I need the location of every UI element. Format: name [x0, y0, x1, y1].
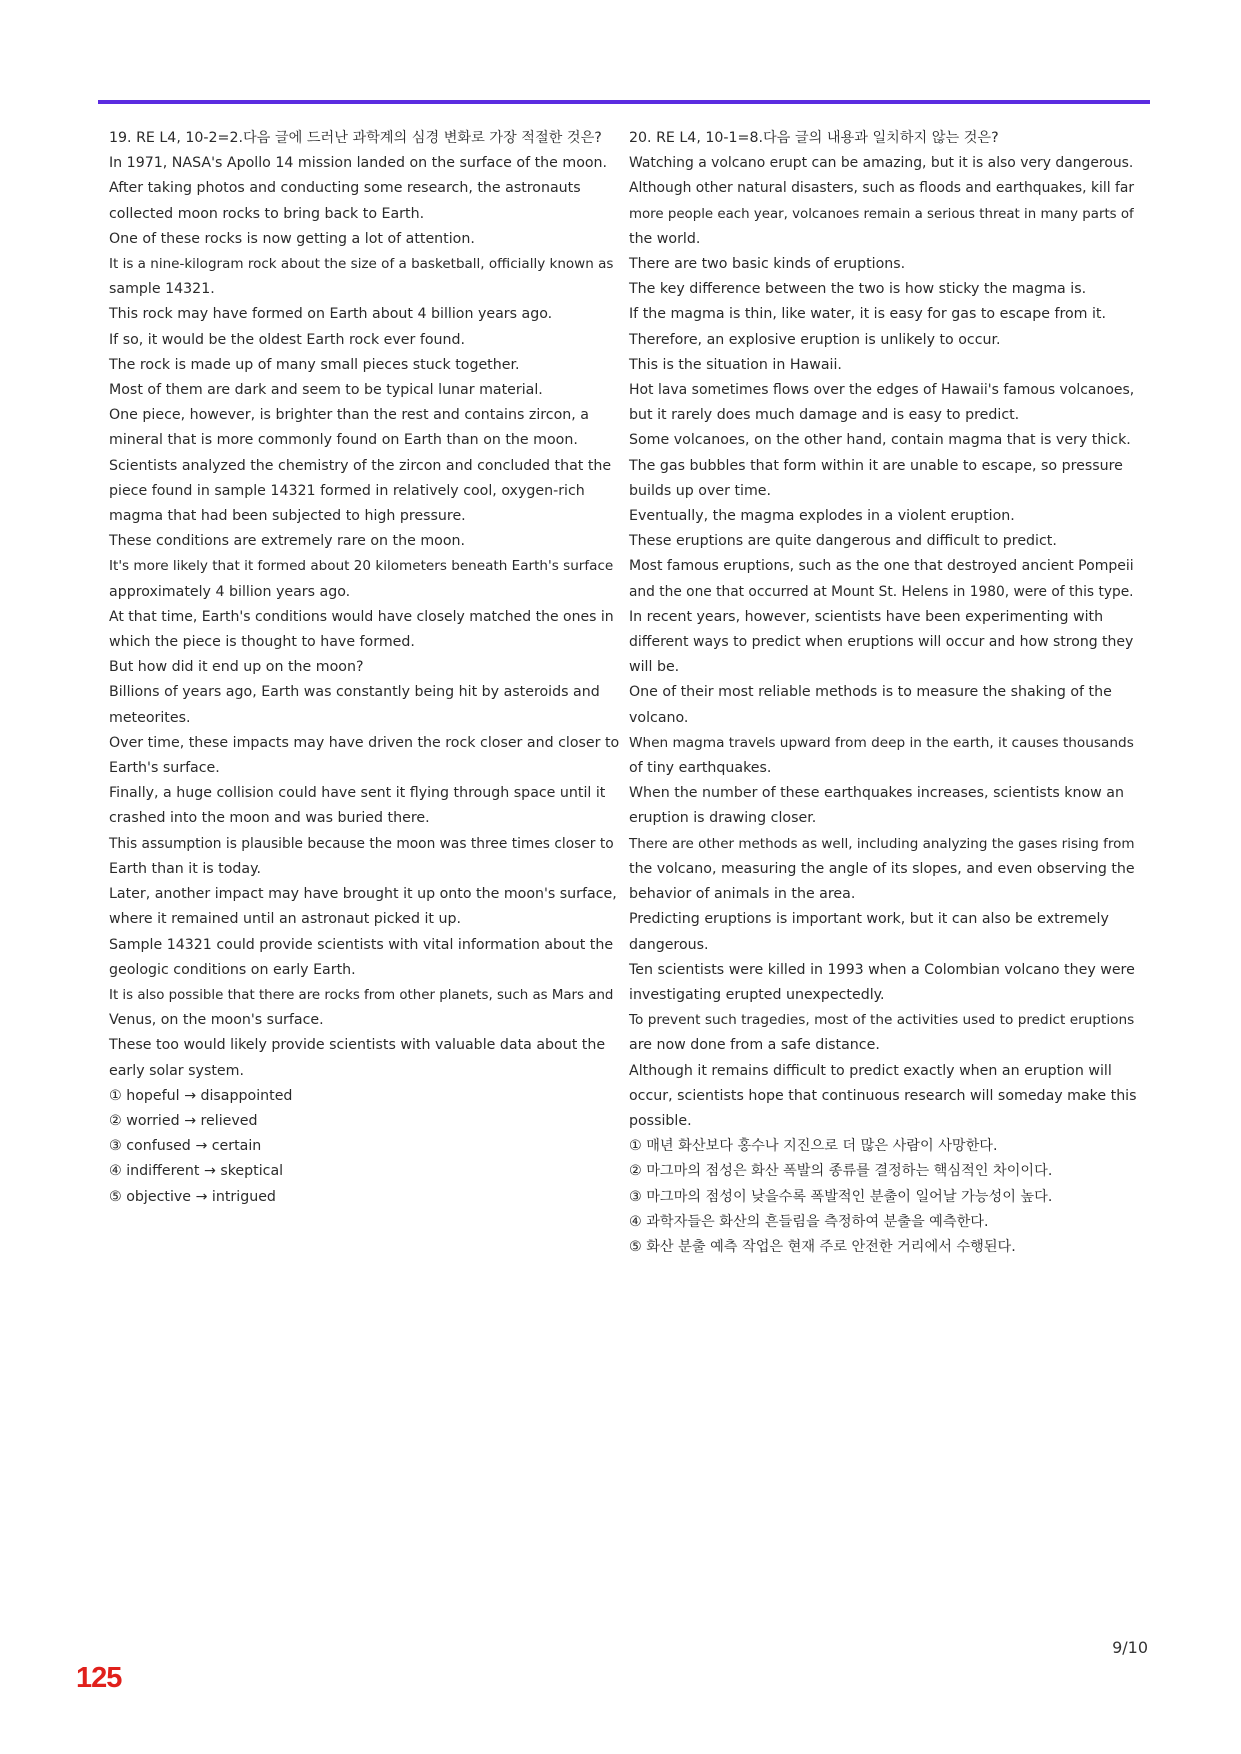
text-line: At that time, Earth's conditions would have closely matched the ones in	[109, 608, 614, 625]
text-line: Sample 14321 could provide scientists with vital information about the	[109, 936, 614, 953]
text-line: These too would likely provide scientists with valuable data about the	[109, 1037, 606, 1054]
text-line: Venus, on the moon's surface.	[109, 1012, 324, 1029]
text-line: behavior of animals in the area.	[629, 886, 856, 903]
text-line: It is also possible that there are rocks from other planets, such as Mars and	[109, 987, 614, 1003]
publisher-logo: 125	[76, 1662, 122, 1694]
text-line: Ten scientists were killed in 1993 when a Colombian volcano they were	[629, 961, 1135, 978]
text-line: There are other methods as well, including analyzing the gases rising from	[629, 835, 1135, 852]
text-line: It's more likely that it formed about 20 kilometers beneath Earth's surface	[109, 558, 614, 575]
text-line: If so, it would be the oldest Earth rock ever found.	[109, 331, 466, 348]
question-20	[629, 126, 1139, 1260]
text-line: If the magma is thin, like water, it is easy for gas to escape from it.	[629, 306, 1106, 323]
text-line: One of their most reliable methods is to measure the shaking of the	[629, 684, 1112, 701]
text-line: Predicting eruptions is important work, but it can also be extremely	[629, 911, 1109, 928]
text-line: These eruptions are quite dangerous and difficult to predict.	[629, 533, 1057, 550]
text-line: are now done from a safe distance.	[629, 1037, 880, 1054]
text-line: This rock may have formed on Earth about 4 billion years ago.	[109, 306, 553, 323]
text-line: Watching a volcano erupt can be amazing, but it is also very dangerous.	[629, 155, 1134, 172]
text-line: ⑤ 화산 분출 예측 작업은 현재 주로 안전한 거리에서 수행된다.	[629, 1238, 1016, 1255]
text-line: the world.	[629, 230, 701, 247]
text-line: Billions of years ago, Earth was constantly being hit by asteroids and	[109, 684, 600, 701]
text-line: ④ indifferent → skeptical	[109, 1163, 284, 1180]
page-indicator: 9/10	[1112, 1638, 1148, 1657]
text-line: but it rarely does much damage and is easy to predict.	[629, 407, 1020, 424]
text-line: different ways to predict when eruptions will occur and how strong they	[629, 634, 1134, 651]
header-rule	[98, 100, 1150, 104]
text-line: where it remained until an astronaut picked it up.	[109, 911, 461, 928]
text-line: ⑤ objective → intrigued	[109, 1188, 276, 1205]
text-line: approximately 4 billion years ago.	[109, 583, 351, 600]
text-line: and the one that occurred at Mount St. Helens in 1980, were of this type.	[629, 583, 1134, 600]
text-line: In recent years, however, scientists have been experimenting with	[629, 608, 1104, 625]
text-line: The gas bubbles that form within it are unable to escape, so pressure	[629, 457, 1123, 474]
text-line: crashed into the moon and was buried there.	[109, 810, 430, 827]
text-line: Some volcanoes, on the other hand, contain magma that is very thick.	[629, 432, 1131, 449]
text-line: which the piece is thought to have formed.	[109, 634, 415, 651]
text-line: Although other natural disasters, such as floods and earthquakes, kill far	[629, 180, 1135, 197]
text-line: ① hopeful → disappointed	[109, 1087, 293, 1104]
text-line: magma that had been subjected to high pressure.	[109, 508, 466, 525]
text-line: Hot lava sometimes flows over the edges of Hawaii's famous volcanoes,	[629, 382, 1135, 399]
text-line: meteorites.	[109, 709, 191, 726]
question-19	[109, 126, 619, 1210]
text-line: volcano.	[629, 709, 689, 726]
text-line: ③ 마그마의 점성이 낮을수록 폭발적인 분출이 일어날 가능성이 높다.	[629, 1188, 1053, 1205]
text-line: 20. RE L4, 10-1=8.다음 글의 내용과 일치하지 않는 것은?	[629, 130, 999, 146]
text-line: 19. RE L4, 10-2=2.다음 글에 드러난 과학계의 심경 변화로 가장 적절한 것은?	[109, 130, 602, 146]
text-line: Eventually, the magma explodes in a violent eruption.	[629, 508, 1015, 525]
text-line: One of these rocks is now getting a lot of attention.	[109, 230, 475, 247]
text-line: These conditions are extremely rare on the moon.	[109, 533, 465, 550]
text-line: dangerous.	[629, 936, 709, 953]
text-line: mineral that is more commonly found on Earth than on the moon.	[109, 432, 578, 449]
text-line: Although it remains difficult to predict exactly when an eruption will	[629, 1062, 1112, 1079]
text-line: But how did it end up on the moon?	[109, 659, 364, 676]
text-line: This assumption is plausible because the moon was three times closer to	[109, 835, 614, 852]
text-line: One piece, however, is brighter than the rest and contains zircon, a	[109, 407, 589, 424]
text-line: This is the situation in Hawaii.	[629, 356, 842, 373]
text-line: ③ confused → certain	[109, 1138, 262, 1155]
text-line: When magma travels upward from deep in the earth, it causes thousands	[629, 734, 1134, 751]
text-line: There are two basic kinds of eruptions.	[629, 256, 906, 273]
text-line: Therefore, an explosive eruption is unlikely to occur.	[629, 331, 1001, 348]
text-line: ① 매년 화산보다 홍수나 지진으로 더 많은 사람이 사망한다.	[629, 1138, 998, 1155]
text-line: of tiny earthquakes.	[629, 760, 772, 777]
text-line: When the number of these earthquakes increases, scientists know an	[629, 785, 1124, 802]
text-line: geologic conditions on early Earth.	[109, 961, 356, 978]
text-line: ④ 과학자들은 화산의 흔들림을 측정하여 분출을 예측한다.	[629, 1213, 989, 1230]
text-line: To prevent such tragedies, most of the activities used to predict eruptions	[629, 1012, 1135, 1029]
text-line: The rock is made up of many small pieces stuck together.	[109, 356, 520, 373]
text-line: The key difference between the two is how sticky the magma is.	[629, 281, 1087, 298]
text-line: will be.	[629, 659, 680, 676]
text-line: piece found in sample 14321 formed in relatively cool, oxygen-rich	[109, 482, 585, 499]
text-line: builds up over time.	[629, 482, 772, 499]
text-line: ② 마그마의 점성은 화산 폭발의 종류를 결정하는 핵심적인 차이이다.	[629, 1163, 1053, 1180]
text-line: the volcano, measuring the angle of its slopes, and even observing the	[629, 860, 1135, 877]
text-line: more people each year, volcanoes remain a serious threat in many parts of	[629, 206, 1134, 222]
text-line: In 1971, NASA's Apollo 14 mission landed on the surface of the moon.	[109, 155, 608, 172]
text-line: Most famous eruptions, such as the one that destroyed ancient Pompeii	[629, 558, 1134, 575]
text-line: Finally, a huge collision could have sent it flying through space until it	[109, 785, 606, 802]
text-line: collected moon rocks to bring back to Earth.	[109, 205, 425, 222]
text-line: Scientists analyzed the chemistry of the zircon and concluded that the	[109, 457, 612, 474]
text-line: investigating erupted unexpectedly.	[629, 986, 885, 1003]
text-line: Earth's surface.	[109, 760, 220, 777]
text-line: Most of them are dark and seem to be typical lunar material.	[109, 382, 543, 399]
text-line: Over time, these impacts may have driven the rock closer and closer to	[109, 734, 620, 751]
text-line: It is a nine-kilogram rock about the size of a basketball, officially known as	[109, 256, 614, 273]
text-line: ② worried → relieved	[109, 1112, 258, 1129]
text-line: Earth than it is today.	[109, 860, 261, 877]
text-line: sample 14321.	[109, 281, 215, 298]
text-line: eruption is drawing closer.	[629, 810, 817, 827]
text-line: possible.	[629, 1112, 692, 1129]
text-line: occur, scientists hope that continuous research will someday make this	[629, 1087, 1137, 1104]
text-line: early solar system.	[109, 1062, 244, 1079]
text-line: After taking photos and conducting some research, the astronauts	[109, 180, 581, 197]
text-line: Later, another impact may have brought it up onto the moon's surface,	[109, 886, 617, 903]
